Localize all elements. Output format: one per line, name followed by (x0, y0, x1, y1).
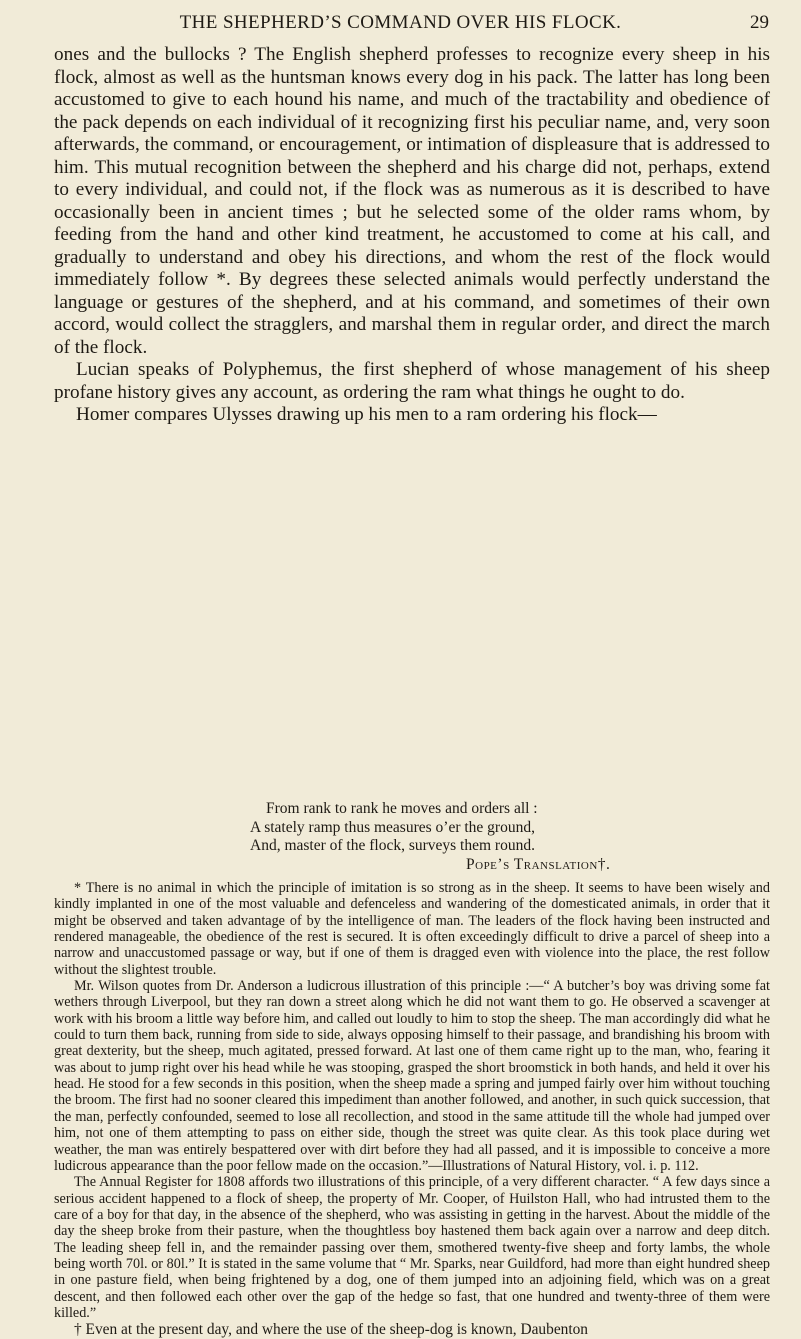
verse-line: A stately ramp thus measures o’er the ground, (250, 819, 535, 836)
body-paragraph: ones and the bullocks ? The English shepherd professes to recognize every sheep in his flock, almost as well as the huntsman knows every dog in his pack. The latter has long been accustomed to give to each hound his name, and much of the tractability and obedience of the pack depends on each individual of it recognizing first his peculiar name, and, very soon afterwards, the command, or encouragement, or intimation of displeasure that is addressed to him. This mutual recognition between the shepherd and his charge did not, perhaps, extend to every individual, and could not, if the flock was as numerous as it is described to have occasionally been in ancient times ; but he selected some of the older rams whom, by feeding from the hand and other kind treatment, he accustomed to come at his call, and gradually to understand and obey his directions, and whom the rest of the flock would immediately follow *. By degrees these selected animals would perfectly understand the language or gestures of the shepherd, and at his command, and sometimes of their own accord, would collect the stragglers, and marshal them in regular order, and direct the march of the flock. (54, 44, 770, 358)
page-number: 29 (750, 12, 769, 33)
verse-attribution: Pope’s Translation†. (466, 856, 611, 873)
verse-line: And, master of the flock, surveys them round. (250, 837, 535, 854)
footnote: † Even at the present day, and where the use of the sheep-dog is known, Daubenton (74, 1321, 589, 1339)
body-paragraph: Lucian speaks of Polyphemus, the first shepherd of whose management of his sheep profane history gives any account, as ordering the ram what things he ought to do. (54, 359, 770, 403)
running-head-title: THE SHEPHERD’S COMMAND OVER HIS FLOCK. (179, 12, 622, 33)
footnote: * There is no animal in which the principle of imitation is so strong as in the sheep. It seems to have been wisely and kindly implanted in one of the most valuable and defenceless and wandering of the domesticated animals, in order that it might be observed and taken advantage of by the intelligence of man. The leaders of the flock having been instructed and rendered manageable, the obedience of the rest is secured. It is often exceedingly difficult to drive a parcel of sheep into a narrow and unaccustomed passage or way, but if one of them is dragged even with violence into the place, the rest follow without the slightest trouble. (54, 880, 770, 978)
verse-line: From rank to rank he moves and orders all : (266, 800, 538, 817)
footnote: Mr. Wilson quotes from Dr. Anderson a ludicrous illustration of this principle :—“ A butcher’s boy was driving some fat wethers through Liverpool, but they ran down a street along which he did not want them to go. He observed a scavenger at work with his broom a little way before him, and called out loudly to him to stop the sheep. The man accordingly did what he could to turn them back, running from side to side, always opposing himself to their passage, and brandishing his broom with great dexterity, but the sheep, much agitated, pressed forward. At last one of them came right up to the man, who, fearing it was about to jump right over his head while he was stooping, grasped the short broomstick in both hands, and held it over his head. He stood for a few seconds in this position, when the sheep made a spring and jumped fairly over him without touching the broom. The first had no sooner cleared this impediment than another followed, and another, in such quick succession, that the man, perfectly confounded, seemed to lose all recollection, and stood in the same attitude till the whole had jumped over him, not one of them attempting to pass on either side, though the street was quite clear. As this took place during wet weather, the man was entirely bespattered over with dirt before they had all passed, and it is impossible to conceive a more ludicrous appearance than the poor fellow made on the occasion.”—Illustrations of Natural History, vol. i. p. 112. (54, 978, 770, 1174)
footnote: The Annual Register for 1808 affords two illustrations of this principle, of a very different character. “ A few days since a serious accident happened to a flock of sheep, the property of Mr. Cooper, of Huilston Hall, who had intrusted them to the care of a boy for that day, in the absence of the shepherd, who was assisting in getting in the harvest. About the middle of the day the sheep broke from their pasture, when the thoughtless boy hastened them back again over a narrow and deep ditch. The leading sheep fell in, and the remainder passing over them, smothered twenty-five sheep and forty lambs, the whole being worth 70l. or 80l.” It is stated in the same volume that “ Mr. Sparks, near Guildford, had more than eight hundred sheep in one pasture field, when being frightened by a dog, one of them jumped into an adjoining field, which was on a great descent, and then followed each other over the gap of the hedge so fast, that one hundred and twenty-three of them were killed.” (54, 1174, 770, 1321)
footnotes (54, 880, 770, 1339)
running-head (0, 8, 801, 38)
body-paragraph: Homer compares Ulysses drawing up his men to a ram ordering his flock— (76, 404, 657, 425)
body-text (54, 44, 770, 427)
